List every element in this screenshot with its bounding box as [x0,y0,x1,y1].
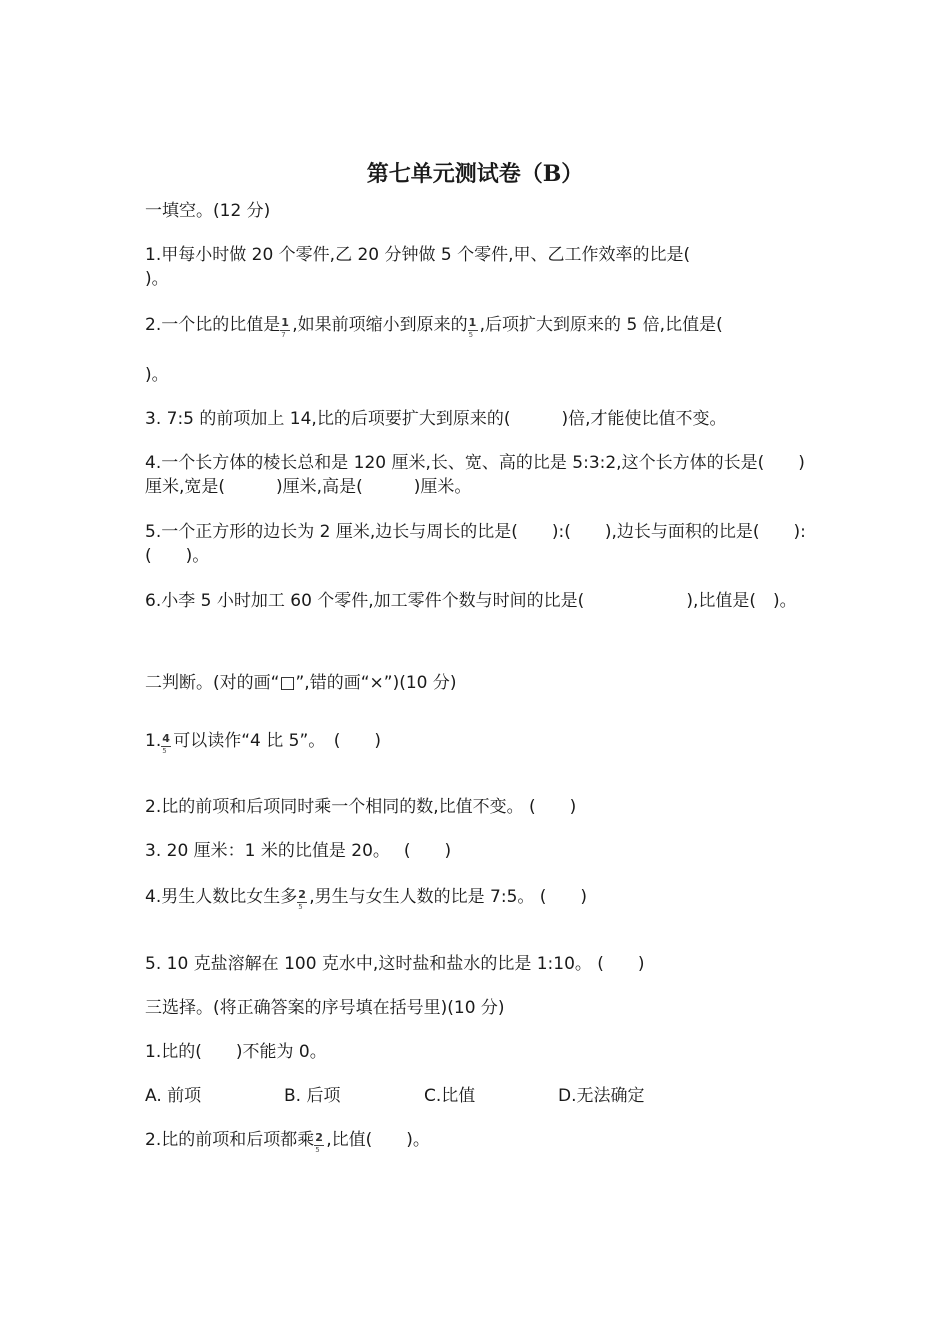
fraction-numerator: 4 [162,732,170,745]
question-text: 2.比的前项和后项都乘 [145,1130,315,1150]
fraction-numerator: 1 [281,316,289,329]
option-d: D.无法确定 [558,1086,645,1106]
fraction-denominator: 5 [162,747,167,755]
question-2-4 [145,885,810,909]
question-text: ,男生与女生人数的比是 7:5。 ( ) [309,887,588,907]
question-text: ,如果前项缩小到原来的 [292,315,468,335]
fraction-denominator: 5 [298,903,303,911]
fraction [314,1128,326,1152]
question-2-2: 2.比的前项和后项同时乘一个相同的数,比值不变。 ( ) [145,797,577,817]
section3-heading: 三选择。(将正确答案的序号填在括号里)(10 分) [145,998,505,1018]
fraction-numerator: 2 [315,1131,323,1144]
question-1-2-end: )。 [145,365,169,385]
fraction [161,729,173,753]
fraction [297,885,309,909]
question-text: 4.男生人数比女生多 [145,887,298,907]
section1-heading: 一填空。(12 分) [145,201,271,221]
fraction-numerator: 2 [298,888,306,901]
question-1-3: 3. 7:5 的前项加上 14,比的后项要扩大到原来的( )倍,才能使比值不变。 [145,409,727,429]
option-b: B. 后项 [284,1086,341,1106]
question-text: 1. [145,731,162,751]
question-2-5: 5. 10 克盐溶解在 100 克水中,这时盐和盐水的比是 1:10。 ( ) [145,954,645,974]
question-1-6: 6.小李 5 小时加工 60 个零件,加工零件个数与时间的比是( ),比值是( )。 [145,591,797,611]
question-3-2 [145,1128,810,1152]
question-text: 1.甲每小时做 20 个零件,乙 20 分钟做 5 个零件,甲、乙工作效率的比是( [145,245,691,265]
question-text: )。 [145,269,169,289]
question-text: 2.一个比的比值是 [145,315,281,335]
option-a: A. 前项 [145,1086,202,1106]
fraction-denominator: 5 [468,331,474,339]
section2-heading: 二判断。(对的画“□”,错的画“×”)(10 分) [145,673,457,693]
fraction-numerator: 1 [468,316,477,329]
question-text: ,比值( )。 [326,1130,430,1150]
fraction [280,313,292,337]
question-1-1 [145,243,810,291]
question-text: ,后项扩大到原来的 5 倍,比值是( [479,315,723,335]
fraction-denominator: 7 [281,331,286,339]
question-1-2 [145,313,810,337]
question-1-5: 5.一个正方形的边长为 2 厘米,边长与周长的比是( ):( ),边长与面积的比是( ):( )。 [145,522,806,566]
fraction [468,313,480,337]
option-c: C.比值 [424,1086,476,1106]
question-3-1: 1.比的( )不能为 0。 [145,1042,327,1062]
question-text: 可以读作“4 比 5”。 ( ) [173,731,382,751]
fraction-denominator: 5 [315,1146,320,1154]
question-2-3: 3. 20 厘米：1 米的比值是 20。 ( ) [145,841,452,861]
question-2-1 [145,729,810,753]
page-title: 第七单元测试卷（B） [366,161,584,187]
question-1-4: 4.一个长方体的棱长总和是 120 厘米,长、宽、高的比是 5:3:2,这个长方体的长是( )厘米,宽是( )厘米,高是( )厘米。 [145,453,805,497]
